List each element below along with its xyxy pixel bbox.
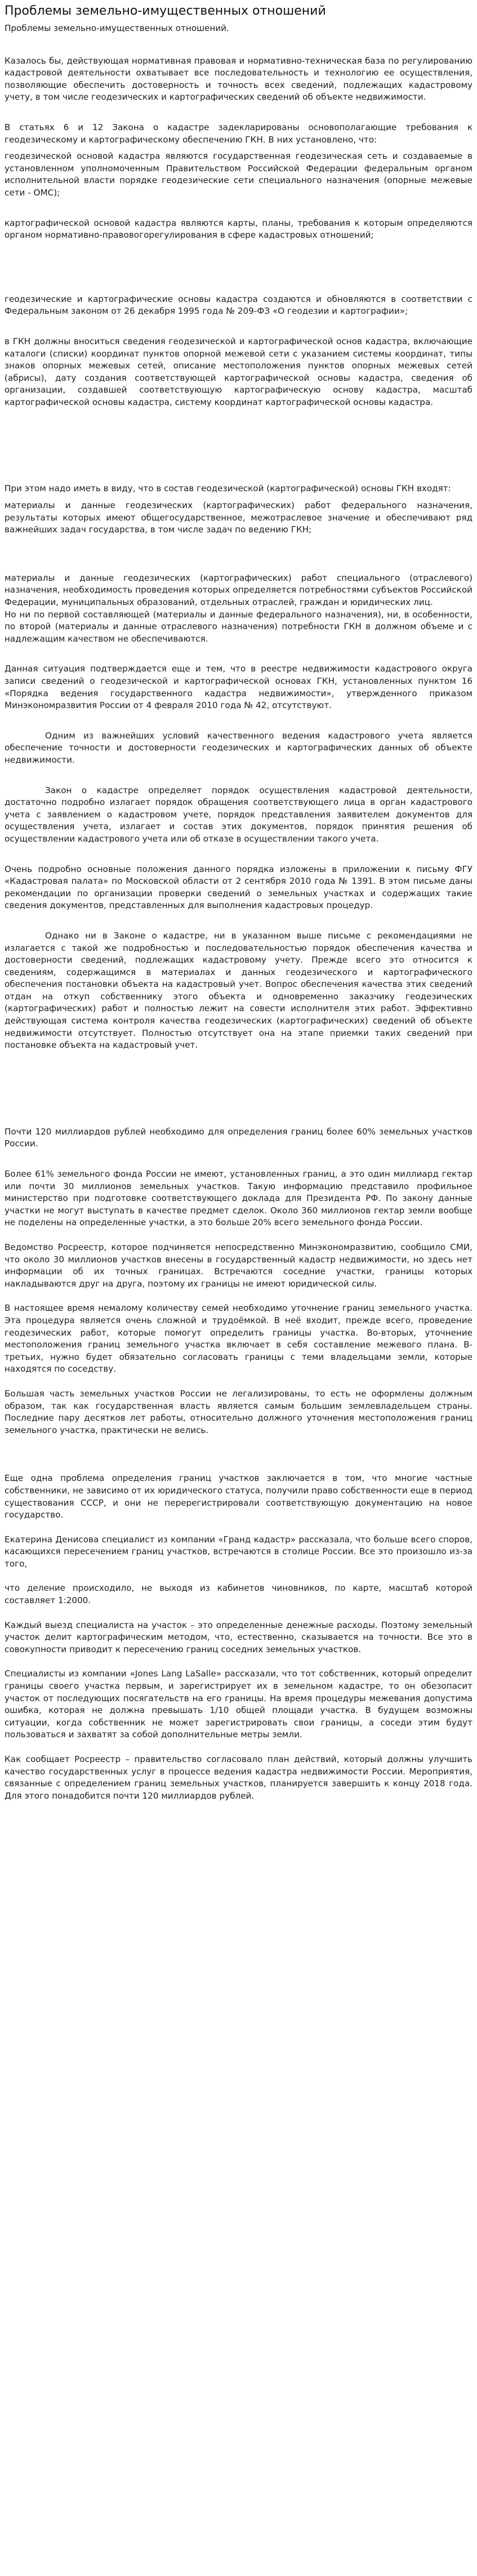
paragraph-13: Закон о кадастре определяет порядок осуществления кадастровой деятельности, достаточно подробно излагает порядок обращения соответствующего лица в орган кадастрового учета с заявлением о кадастровом учете, порядок представления заявителем документов для осуществления учета, излагает и состав этих документов, порядок принятия решения об осуществлении кадастрового учета или об отказе в осуществлении такого учета. bbox=[5, 785, 472, 844]
paragraph-14: Очень подробно основные положения данного порядка изложены в приложении к письму ФГУ «Кадастровая палата» по Московской области от 2 сентября 2010 года № 1391. В этом письме даны рекомендации по организации проверки сведений о земельных участках и содержащих такие сведения документов, представленных для выполнения кадастровых процедур. bbox=[5, 864, 472, 911]
paragraph-8: материалы и данные геодезических (картографических) работ федерального назначения, результаты которых имеют общегосударственное, межотраслевое значение и обеспечивают ряд важнейших задач государства, в том числе задач по ведению ГКН; bbox=[5, 500, 472, 535]
paragraph-10: Но ни по первой составляющей (материалы и данные федерального назначения), ни, в особенности, по второй (материалы и данные отраслевого назначения) потребности ГКН в должном объеме и с надлежащим качеством не обеспечиваются. bbox=[5, 609, 472, 644]
page-subtitle: Проблемы земельно-имущественных отношений. bbox=[5, 23, 229, 33]
paragraph-4: картографической основой кадастра являются карты, планы, требования к которым определяются органом нормативно-правовогорегулирования в сфере кадастровых отношений; bbox=[5, 217, 472, 241]
paragraph-21: Еще одна проблема определения границ участков заключается в том, что многие частные собственники, не зависимо от их юридического статуса, получили право собственности еще в период существования СССР, и они не перерегистрировали соответствующую документацию на новое государство. bbox=[5, 1473, 472, 1520]
paragraph-1: Казалось бы, действующая нормативная правовая и нормативно-техническая база по регулированию кадастровой деятельности охватывает все последовательность и технологию ее осуществления, позволяющие обеспечить достоверность и точность всех сведений, подлежащих кадастровому учету, в том числе геодезических и картографических сведений об объекте недвижимости. bbox=[5, 55, 472, 103]
page-title: Проблемы земельно-имущественных отношений bbox=[5, 4, 326, 18]
paragraph-3: геодезической основой кадастра являются государственная геодезическая сеть и создаваемые в установленном уполномоченным Правительством Российской Федерации федеральным органом исполнительной власти порядке геодезические сети специального назначения (опорные межевые сети - ОМС); bbox=[5, 151, 472, 198]
paragraph-19: В настоящее время немалому количеству семей необходимо уточнение границ земельного участка. Эта процедура является очень сложной и трудоёмкой. В неё входит, прежде всего, проведение геодезических работ, которые помогут определить границы участка. Во-вторых, уточнение местоположения границ земельного участка включает в себя составление межевого плана. В-третьих, нужно будет обязательно согласовать границы с теми владельцами земли, которые находятся по соседству. bbox=[5, 1303, 472, 1374]
paragraph-6: в ГКН должны вноситься сведения геодезической и картографической основ кадастра, включающие каталоги (списки) координат пунктов опорной межевой сети с указанием системы координат, типы знаков опорных межевых сетей, описание местоположения пунктов опорных межевых сетей (абрисы), дату создания соответствующей картографической основы кадастра, сведения об организации, создавшей соответствующую картографическую основу кадастра, масштаб картографической основы кадастра, систему координат картографической основы кадастра. bbox=[5, 336, 472, 407]
paragraph-23: что деление происходило, не выходя из кабинетов чиновников, по карте, масштаб которой составляет 1:2000. bbox=[5, 1583, 472, 1606]
paragraph-2: В статьях 6 и 12 Закона о кадастре задекларированы основополагающие требования к геодезическому и картографическому обеспечению ГКН. В них установлено, что: bbox=[5, 122, 472, 145]
paragraph-26: Как сообщает Росреестр – правительство согласовало план действий, который должны улучшить качество государственных услуг в процессе ведения кадастра недвижимости России. Мероприятия, связанные с определением границ земельных участков, планируется завершить к концу 2018 года. Для этого понадобится почти 120 миллиардов рублей. bbox=[5, 1754, 472, 1801]
paragraph-25: Специалисты из компании «Jones Lang LaSalle» рассказали, что тот собственник, который определит границы своего участка первым, и зарегистрирует их в земельном кадастре, то он обезопасит участок от последующих посягательств на его границы. На время процедуры межевания допустима ошибка, которая не должна превышать 1/10 общей площади участка. В будущем возможны ситуации, когда собственник не может зарегистрировать свои границы, а соседи этим будут пользоваться и захватят за собой дополнительные метры земли. bbox=[5, 1669, 472, 1740]
paragraph-16: Почти 120 миллиардов рублей необходимо для определения границ более 60% земельных участков России. bbox=[5, 1126, 472, 1149]
paragraph-11: Данная ситуация подтверждается еще и тем, что в реестре недвижимости кадастрового округа записи сведений о геодезической и картографической основах ГКН, установленных пунктом 16 «Порядка ведения государственного кадастра недвижимости», утвержденного приказом Минэкономразвития России от 4 февраля 2010 года № 42, отсутствуют. bbox=[5, 664, 472, 711]
paragraph-17: Более 61% земельного фонда России не имеют, установленных границ, а это один миллиард гектар или почти 30 миллионов земельных участков. Такую информацию представило профильное министерство при подготовке соответствующего доклада для Президента РФ. По закону данные участки не могут выступать в качестве предмет сделок. Около 360 миллионов гектар земли вообще не поделены на определенные участки, а это больше 20% всего земельного фонда России. bbox=[5, 1169, 472, 1228]
paragraph-7: При этом надо иметь в виду, что в состав геодезической (картографической) основы ГКН входят: bbox=[5, 483, 451, 494]
paragraph-9: материалы и данные геодезических (картографических) работ специального (отраслевого) назначения, необходимость проведения которых определяется потребностями субъектов Российской Федерации, муниципальных образований, отдельных отраслей, граждан и юридических лиц. bbox=[5, 572, 472, 608]
paragraph-20: Большая часть земельных участков России не легализированы, то есть не оформлены должным образом, так как государственная власть является самым большим землевладельцем страны. Последние пару десятков лет работы, относительно должного уточнения местоположения границ земельного участка, практически не велись. bbox=[5, 1388, 472, 1435]
paragraph-24: Каждый выезд специалиста на участок – это определенные денежные расходы. Поэтому земельный участок делит картографическим методом, что, естественно, сказывается на точности. Все это в совокупности приводит к пересечению границ соседних земельных участков. bbox=[5, 1620, 472, 1654]
paragraph-15: Однако ни в Законе о кадастре, ни в указанном выше письме с рекомендациями не излагается с такой же подробностью и последовательностью порядок обеспечения качества и достоверности сведений, подлежащих кадастровому учету. Прежде всего это относится к сведениям, содержащимся в материалах и данных геодезического и картографического обеспечения постановки объекта на кадастровый учет. Вопрос обеспечения качества этих сведений отдан на откуп собственнику этого объекта и одновременно заказчику геодезических (картографических) работ и полностью лежит на совести исполнителя этих работ. Эффективно действующая система контроля качества геодезических (картографических) сведений об объекте недвижимости отсутствует. Полностью отсутствует она на этапе приемки таких сведений при постановке объекта на кадастровый учет. bbox=[5, 930, 472, 1051]
paragraph-18: Ведомство Росреестр, которое подчиняется непосредственно Минэкономразвитию, сообщило СМИ, что около 30 миллионов участков внесены в государственный кадастр недвижимости, но здесь нет информации об их точных границах. Встречаются соседние участки, границы которых накладываются друг на друга, поэтому их границы не имеют юридической силы. bbox=[5, 1242, 472, 1289]
paragraph-22: Екатерина Денисова специалист из компании «Гранд кадастр» рассказала, что больше всего споров, касающихся пересечением границ участков, встречаются в столице России. Все это произошло из-за того, bbox=[5, 1534, 472, 1569]
paragraph-12: Одним из важнейших условий качественного ведения кадастрового учета является обеспечение точности и достоверности геодезических и картографических данных об объекте недвижимости. bbox=[5, 730, 472, 765]
paragraph-5: геодезические и картографические основы кадастра создаются и обновляются в соответствии с Федеральным законом от 26 декабря 1995 года № 209-ФЗ «О геодезии и картографии»; bbox=[5, 293, 472, 317]
